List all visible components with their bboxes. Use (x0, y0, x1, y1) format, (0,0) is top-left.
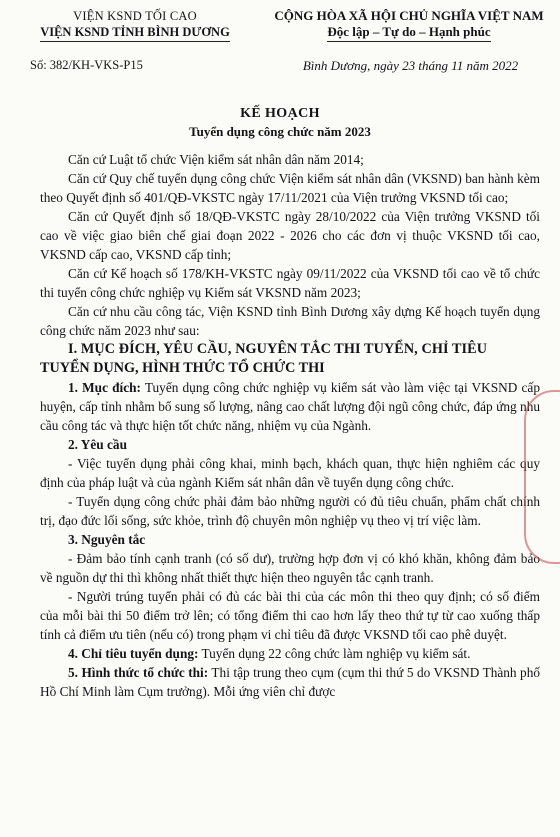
requirements-heading: 2. Yêu cầu (68, 437, 127, 452)
quota-text: Tuyển dụng 22 công chức làm nghiệp vụ kiểm sát. (198, 646, 471, 661)
quota-label: 4. Chỉ tiêu tuyển dụng: (68, 646, 199, 661)
parent-agency: VIỆN KSND TỐI CAO (73, 9, 197, 23)
national-title-block (262, 8, 556, 42)
requirement-item: - Tuyển dụng công chức phải đảm bảo những người có đủ tiêu chuẩn, phẩm chất chính trị, đạo đức lối sống, sức khỏe, trình độ chuyên môn nghiệp vụ theo vị trí việc làm. (40, 494, 540, 528)
national-motto-text: Độc lập – Tự do – Hạnh phúc (327, 24, 490, 42)
preamble-line: Căn cứ Luật tổ chức Viện kiểm sát nhân dân năm 2014; (68, 152, 364, 167)
place-date: Bình Dương, ngày 23 tháng 11 năm 2022 (302, 58, 519, 73)
preamble-line: Căn cứ Kế hoạch số 178/KH-VKSTC ngày 09/11/2022 của VKSND tối cao về tổ chức thi tuyển công chức nghiệp vụ Kiểm sát VKSND năm 2023; (40, 266, 540, 300)
exam-format-text: Thi tập trung theo cụm (cụm thi thứ 5 do VKSND Thành phố Hồ Chí Minh làm Cụm trưởng). Mỗi ứng viên chỉ được (40, 665, 540, 699)
principle-item: - Đảm bảo tính cạnh tranh (có số dư), trường hợp đơn vị có khó khăn, không đảm bảo về nguồn dự thi thì không nhất thiết thực hiện theo nguyên tắc cạnh tranh. (40, 551, 540, 585)
document-subtitle: Tuyển dụng công chức năm 2023 (189, 124, 371, 139)
document-title: KẾ HOẠCH (240, 106, 320, 121)
preamble-line: Căn cứ Quy chế tuyển dụng công chức Viện kiểm sát nhân dân (VKSND) ban hành kèm theo Quyết định số 401/QĐ-VKSTC ngày 17/11/2021 của Viện trưởng VKSND tối cao; (40, 171, 540, 205)
exam-format-paragraph (40, 663, 540, 701)
quota-paragraph (40, 644, 540, 663)
document-body (40, 150, 540, 701)
agency-name-text: VIỆN KSND TỈNH BÌNH DƯƠNG (40, 24, 230, 42)
issuing-agency-block (22, 8, 248, 42)
purpose-text: Tuyển dụng công chức nghiệp vụ kiểm sát vào làm việc tại VKSND cấp huyện, cấp tỉnh nhằm bổ sung số lượng, nâng cao chất lượng đội ngũ công chức, đáp ứng nhu cầu công tác và thực hiện tốt chức năng, nhiệm vụ của Ngành. (40, 380, 540, 433)
document-number: Số: 382/KH-VKS-P15 (30, 58, 143, 72)
principles-heading: 3. Nguyên tắc (68, 532, 146, 547)
preamble-line: Căn cứ nhu cầu công tác, Viện KSND tỉnh Bình Dương xây dựng Kế hoạch tuyển dụng công chức năm 2023 như sau: (40, 304, 540, 338)
agency-name (22, 24, 248, 42)
exam-format-label: 5. Hình thức tổ chức thi: (68, 665, 209, 680)
preamble-line: Căn cứ Quyết định số 18/QĐ-VKSTC ngày 28/10/2022 của Viện trưởng VKSND tối cao về việc giao biên chế giai đoạn 2022 - 2026 cho các đơn vị thuộc VKSND tối cao, VKSND cấp cao, VKSND cấp tỉnh; (40, 209, 540, 262)
red-seal-stamp (524, 390, 560, 564)
purpose-paragraph (40, 378, 540, 435)
national-motto (262, 24, 556, 42)
section-heading-cont: TUYỂN DỤNG, HÌNH THỨC TỔ CHỨC THI (40, 360, 325, 376)
principle-item: - Người trúng tuyển phải có đủ các bài thi của các môn thi theo quy định; có số điểm của mỗi bài thi 50 điểm trở lên; có tổng điểm thi cao hơn lấy theo thứ tự từ cao xuống thấp tính cả điểm ưu tiên (nếu có) trong phạm vi chỉ tiêu đã được VKSND tối cao phê duyệt. (40, 589, 540, 642)
country-name: CỘNG HÒA XÃ HỘI CHỦ NGHĨA VIỆT NAM (274, 8, 544, 23)
purpose-label: 1. Mục đích: (68, 380, 141, 395)
requirement-item: - Việc tuyển dụng phải công khai, minh bạch, khách quan, thực hiện nghiêm các quy định của pháp luật và của ngành Kiểm sát nhân dân về tuyển dụng công chức. (40, 456, 540, 490)
section-heading: I. MỤC ĐÍCH, YÊU CẦU, NGUYÊN TẮC THI TUYỂN, CHỈ TIÊU (68, 341, 488, 357)
